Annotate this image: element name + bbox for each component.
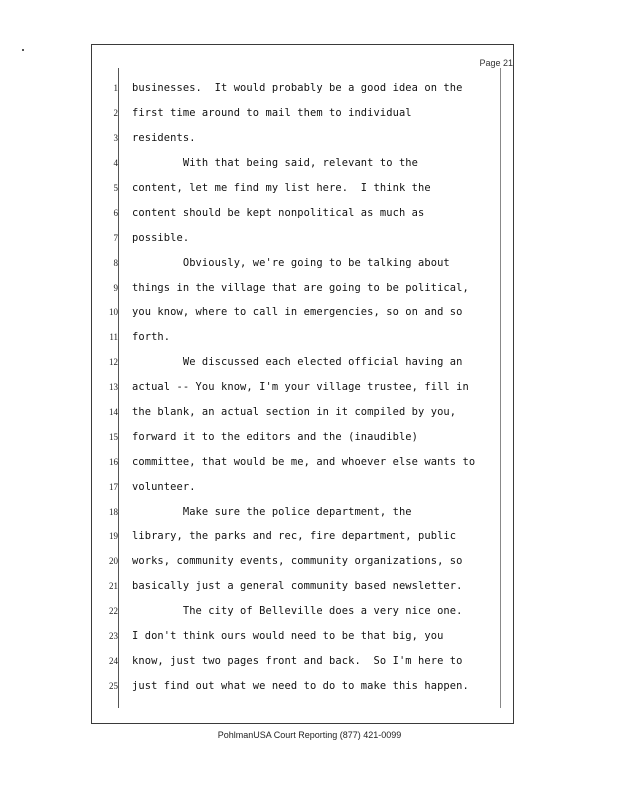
line-text: the blank, an actual section in it compiled by you, — [132, 406, 457, 419]
line-number: 20 — [109, 556, 118, 567]
line-text: know, just two pages front and back. So I'm here to — [132, 654, 463, 667]
line-number: 16 — [109, 456, 118, 467]
line-text: Obviously, we're going to be talking about — [132, 256, 450, 269]
transcript-line — [96, 673, 496, 698]
transcript-line — [96, 250, 496, 275]
line-number: 19 — [109, 531, 118, 542]
line-number: 18 — [109, 506, 118, 517]
line-number: 9 — [113, 282, 118, 293]
line-text: things in the village that are going to be political, — [132, 281, 469, 294]
line-text: businesses. It would probably be a good idea on the — [132, 82, 463, 95]
line-text: you know, where to call in emergencies, so on and so — [132, 306, 463, 319]
transcript-line — [96, 101, 496, 126]
transcript-line — [96, 449, 496, 474]
transcript-line — [96, 648, 496, 673]
line-text: content should be kept nonpolitical as much as — [132, 206, 425, 219]
line-number: 7 — [113, 232, 118, 243]
line-number: 22 — [109, 606, 118, 617]
line-number: 25 — [109, 680, 118, 691]
transcript-line — [96, 474, 496, 499]
line-number: 2 — [113, 108, 118, 119]
line-number: 11 — [109, 332, 118, 343]
line-number: 6 — [113, 207, 118, 218]
right-margin-rule — [500, 68, 501, 708]
scan-speck — [22, 49, 24, 51]
line-text: volunteer. — [132, 480, 196, 493]
transcript-line — [96, 549, 496, 574]
line-text: We discussed each elected official having an — [132, 356, 463, 369]
line-text: possible. — [132, 231, 190, 244]
line-text: library, the parks and rec, fire department, public — [132, 530, 457, 543]
line-text: works, community events, community organizations, so — [132, 555, 463, 568]
transcript-line — [96, 325, 496, 350]
transcript-line — [96, 400, 496, 425]
line-text: forward it to the editors and the (inaudible) — [132, 430, 419, 443]
transcript-line — [96, 424, 496, 449]
line-text: residents. — [132, 132, 196, 145]
transcript-line — [96, 176, 496, 201]
line-number: 23 — [109, 631, 118, 642]
line-text: actual -- You know, I'm your village trustee, fill in — [132, 381, 469, 394]
transcript-line — [96, 225, 496, 250]
line-number: 24 — [109, 655, 118, 666]
line-number: 10 — [109, 307, 118, 318]
line-text: I don't think ours would need to be that big, you — [132, 630, 444, 643]
line-number: 13 — [109, 382, 118, 393]
line-text: just find out what we need to do to make this happen. — [132, 679, 469, 692]
line-number: 5 — [113, 183, 118, 193]
line-number: 8 — [113, 257, 118, 268]
line-text: Make sure the police department, the — [132, 505, 412, 518]
transcript-line — [96, 300, 496, 325]
line-number: 21 — [109, 581, 118, 592]
transcript-line — [96, 599, 496, 624]
transcript-line — [96, 200, 496, 225]
transcript-line — [96, 524, 496, 549]
transcript-line — [96, 350, 496, 375]
line-text: forth. — [132, 331, 171, 344]
page-number-label: Page 21 — [479, 58, 513, 68]
transcript-line — [96, 375, 496, 400]
line-text: basically just a general community based newsletter. — [132, 580, 463, 593]
transcript-line — [96, 574, 496, 599]
transcript-lines — [96, 76, 496, 698]
transcript-line — [96, 275, 496, 300]
line-text: content, let me find my list here. I think the — [132, 182, 431, 194]
line-text: committee, that would be me, and whoever else wants to — [132, 455, 476, 468]
line-number: 17 — [109, 481, 118, 492]
line-number: 3 — [113, 133, 118, 144]
transcript-line — [96, 151, 496, 176]
line-number: 4 — [113, 158, 118, 169]
line-number: 15 — [109, 431, 118, 442]
line-number: 1 — [113, 83, 118, 94]
transcript-line — [96, 126, 496, 151]
line-text: The city of Belleville does a very nice one. — [132, 605, 463, 618]
transcript-line — [96, 76, 496, 101]
line-number: 14 — [109, 407, 118, 418]
reporter-footer: PohlmanUSA Court Reporting (877) 421-0099 — [217, 730, 402, 740]
transcript-line — [96, 624, 496, 649]
transcript-line — [96, 499, 496, 524]
line-text: With that being said, relevant to the — [132, 157, 419, 170]
line-text: first time around to mail them to individual — [132, 107, 412, 120]
line-number: 12 — [109, 357, 118, 368]
